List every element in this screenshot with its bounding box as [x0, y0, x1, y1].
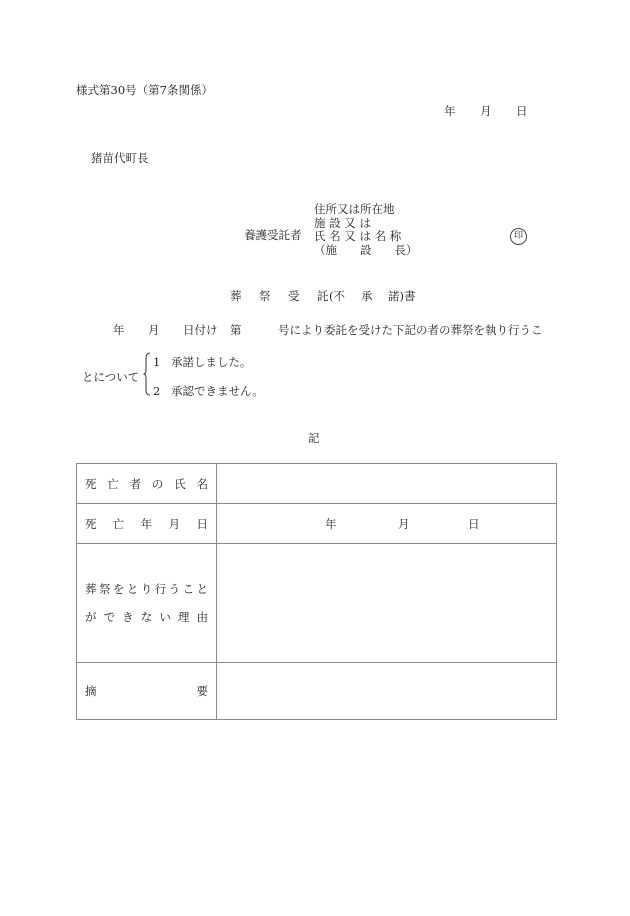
title-char: 葬 [230, 289, 242, 303]
label-remarks: 摘 要 [77, 663, 217, 720]
field-remarks[interactable] [217, 663, 557, 720]
title-char: 祭 [259, 289, 271, 303]
option-number: 2 [153, 384, 161, 398]
body-year: 年 [113, 323, 125, 337]
body-day-dated: 日付け [183, 323, 218, 337]
body-month: 月 [148, 323, 160, 337]
death-month-label: 月 [398, 516, 410, 531]
option-number: 1 [153, 355, 161, 369]
applicant-label: 養護受託者 [244, 228, 302, 242]
label-reason: 葬 祭 を と り 行 う こ と が で き な い 理 由 [77, 544, 217, 663]
addressee: 猪苗代町長 [91, 151, 149, 165]
option-text: 承諾しました。 [171, 355, 252, 369]
title-char: 承 [361, 289, 373, 303]
applicant-field-address: 住所又は所在地 [314, 202, 395, 216]
date-day-label: 日 [516, 104, 528, 118]
applicant-field-facility: 施 設 又 は [314, 215, 371, 230]
applicant-field-director: （施 設 長） [314, 242, 418, 257]
field-date-of-death[interactable] [217, 504, 557, 544]
label-date-of-death: 死 亡 年 月 日 [77, 504, 217, 544]
body-number-prefix: 第 [230, 323, 242, 337]
table-row-date-of-death [77, 504, 557, 544]
ki-heading: 記 [308, 431, 320, 445]
death-year-label: 年 [325, 516, 337, 531]
date-month-label: 月 [480, 104, 492, 118]
regarding-text: とについて [82, 370, 140, 384]
death-day-label: 日 [468, 516, 480, 531]
table-row-deceased-name [77, 464, 557, 504]
option-text: 承認できません。 [171, 384, 264, 398]
record-table [76, 463, 557, 720]
table-row-remarks [77, 663, 557, 720]
body-rest: 号により委託を受けた下記の者の葬祭を執り行うこ [278, 323, 543, 337]
title-char: 諾)書 [388, 289, 416, 303]
field-reason[interactable] [217, 544, 557, 663]
applicant-field-name: 氏 名 又 は 名 称 [314, 229, 402, 243]
field-deceased-name[interactable] [217, 464, 557, 504]
seal-icon: 印 [510, 228, 527, 245]
applicant-fields [314, 203, 418, 257]
date-year-label: 年 [444, 104, 456, 118]
label-deceased-name: 死 亡 者 の 氏 名 [77, 464, 217, 504]
title-char: 託 [317, 289, 329, 303]
title-char: 受 [288, 289, 300, 303]
brace-icon [143, 352, 151, 396]
table-row-reason [77, 544, 557, 663]
form-number: 様式第30号（第7条関係） [76, 83, 213, 97]
title-char: (不 [329, 289, 345, 303]
